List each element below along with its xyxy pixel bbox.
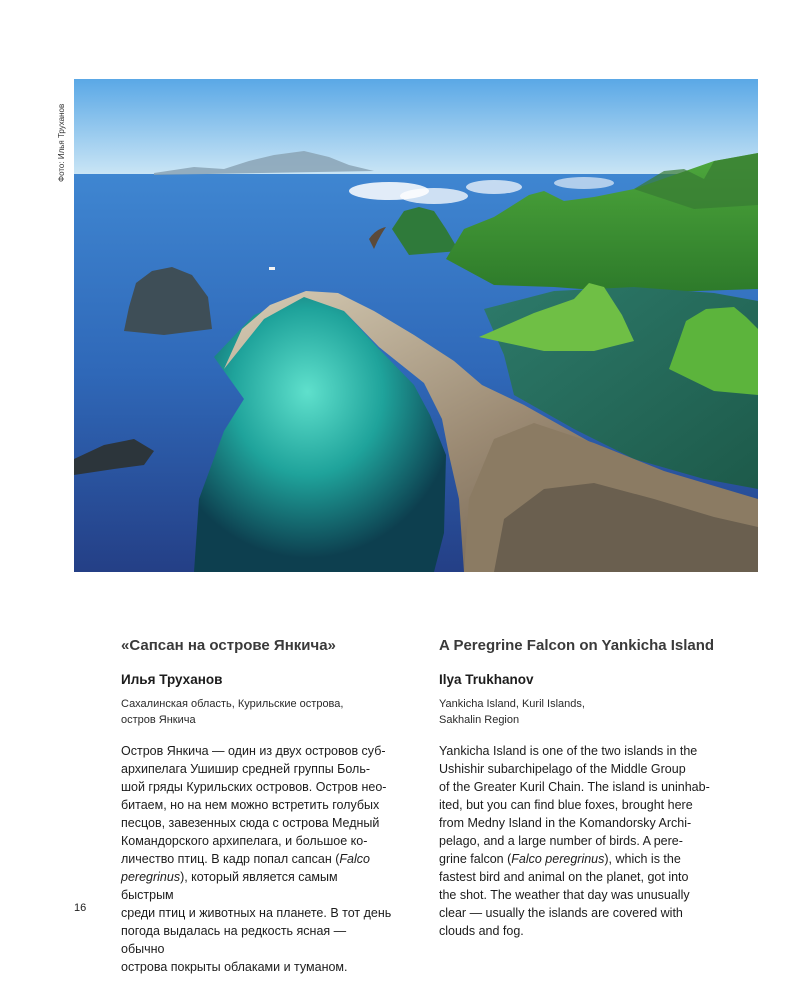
landscape-photo bbox=[74, 79, 758, 572]
russian-body-part-1: Остров Янкича — один из двух островов суб- архипелага Ушишир средней группы Боль- шой гряды Курильских островов. Остров нео- битаем, но на нем можно встретить голубых песцов, завезенных сюда с острова Медный Командорского архипелага, и большое ко- личество птиц. В кадр попал сапсан ( bbox=[121, 744, 387, 866]
english-location-line-1: Yankicha Island, Kuril Islands, bbox=[439, 698, 585, 710]
english-body bbox=[439, 742, 715, 940]
russian-author: Илья Труханов bbox=[121, 672, 223, 687]
russian-title: «Сапсан на острове Янкича» bbox=[121, 637, 336, 654]
english-location-line-2: Sakhalin Region bbox=[439, 714, 520, 726]
russian-location bbox=[121, 696, 393, 730]
page-number: 16 bbox=[74, 902, 87, 914]
russian-column bbox=[121, 636, 393, 976]
island-aerial-illustration bbox=[74, 79, 758, 572]
english-location bbox=[439, 696, 715, 730]
english-body-part-2: ), which is the fastest bird and animal on the planet, got into the shot. The weather that day was unusually clear — usually the islands are covered with clouds and fog. bbox=[439, 852, 690, 938]
english-title: A Peregrine Falcon on Yankicha Island bbox=[439, 637, 715, 654]
russian-location-line-2: остров Янкича bbox=[121, 714, 196, 726]
russian-body bbox=[121, 742, 393, 976]
english-author: Ilya Trukhanov bbox=[439, 672, 534, 687]
english-latin-name: Falco peregrinus bbox=[511, 852, 605, 866]
russian-body-part-2: ), который является самым быстрым среди птиц и животных на планете. В тот день погода выдалась на редкость ясная — обычно острова покрыты облаками и туманом. bbox=[121, 870, 392, 974]
photo-credit: Фото: Илья Труханов bbox=[57, 103, 66, 182]
russian-latin-name: Falco peregrinus bbox=[121, 852, 370, 884]
english-body-part-1: Yankicha Island is one of the two islands in the Ushishir subarchipelago of the Middle Group of the Greater Kuril Chain. The island is uninhab- ited, but you can find blue foxes, brought here from Medny Island in the Komandorsky Archi- pelago, and a large number of birds. A pere- grine falcon ( bbox=[439, 744, 710, 866]
russian-location-line-1: Сахалинская область, Курильские острова, bbox=[121, 698, 344, 710]
english-column bbox=[439, 636, 715, 940]
